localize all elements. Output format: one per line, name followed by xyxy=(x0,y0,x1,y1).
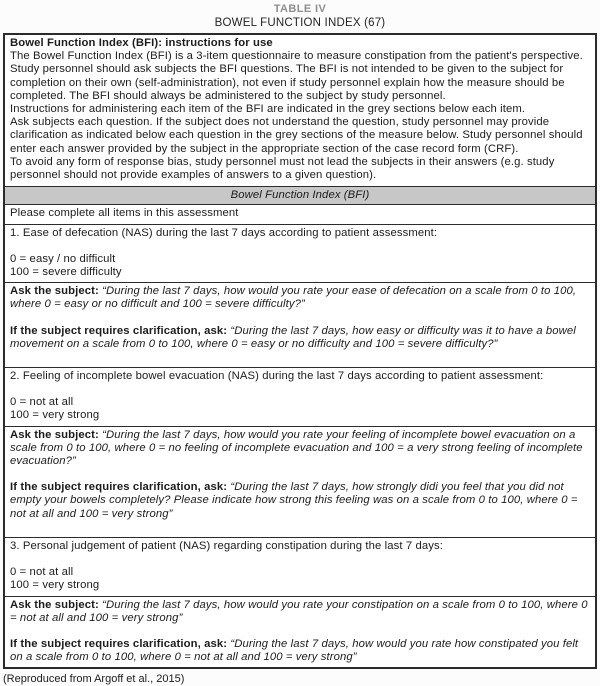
item2-question: 2. Feeling of incomplete bowel evacuation (NAS) during the last 7 days according to patient assessment: xyxy=(10,370,544,383)
item2-ask-cell xyxy=(5,426,595,537)
blank-line xyxy=(10,625,590,638)
item2-scale-high: 100 = very strong xyxy=(10,409,100,422)
instructions-heading: Bowel Function Index (BFI): instructions for use xyxy=(10,37,273,49)
item2-ask-quote: “During the last 7 days, how would you rate your feeling of incomplete bowel evacuation on a scale from 0 to 100, where 0 = no feeling of incomplete evacuation and 100 = a very strong feeling of incomplete evacuation?” xyxy=(10,428,583,468)
complete-note: Please complete all items in this assessment xyxy=(5,204,595,223)
blank-line xyxy=(10,240,590,253)
blank-line xyxy=(10,312,590,325)
item3-clarify-label: If the subject requires clarification, ask: xyxy=(10,637,228,650)
blank-line xyxy=(10,521,590,534)
item1-ask-label: Ask the subject: xyxy=(10,285,99,298)
bfi-table xyxy=(3,33,597,669)
item1-scale-low: 0 = easy / no difficult xyxy=(10,252,116,265)
item3-scale-high: 100 = very strong xyxy=(10,579,100,592)
source-note: (Reproduced from Argoff et al., 2015) xyxy=(3,673,185,686)
item2-ask-label: Ask the subject: xyxy=(10,428,99,441)
table-title: BOWEL FUNCTION INDEX (67) xyxy=(214,16,386,29)
item2-question-cell xyxy=(5,367,595,426)
item3-ask-paragraph xyxy=(10,599,590,625)
item2-clarify-quote: “During the last 7 days, how strongly didi you feel that you did not empty your bowels completely? Please indicate how strong this feeling was on a scale from 0 to 100, where 0 = not at all and 100 = very strong” xyxy=(10,481,578,520)
table-number: TABLE IV xyxy=(273,3,327,15)
item1-clarify-quote: “During the last 7 days, how easy or difficulty was it to have a bowel movement on a scale from 0 to 100, where 0 = easy or no difficulty and 100 = severe difficulty?” xyxy=(10,324,576,350)
item1-ask-quote: “During the last 7 days, how would you rate your ease of defecation on a scale from 0 to 100, where 0 = easy or no difficult and 100 = severe difficulty?” xyxy=(10,285,577,311)
item3-clarify-quote: “During the last 7 days, how would you rate how constipated you felt on a scale from 0 to 100, where 0 = not at all and 100 = very strong” xyxy=(10,637,579,664)
item2-scale-low: 0 = not at all xyxy=(10,396,74,409)
item3-scale-low: 0 = not at all xyxy=(10,566,74,579)
item3-question-cell xyxy=(5,537,595,596)
item2-ask-paragraph xyxy=(10,429,590,469)
item1-question: 1. Ease of defecation (NAS) during the last 7 days according to patient assessment: xyxy=(10,226,438,239)
instructions-paragraph-4: To avoid any form of response bias, study personnel must not lead the subjects in their answers (e.g. study personnel should not provide examples of answers to a given question). xyxy=(10,155,555,182)
blank-line xyxy=(10,383,590,396)
section-header: Bowel Function Index (BFI) xyxy=(5,186,595,204)
item1-question-cell xyxy=(5,224,595,283)
instructions-cell xyxy=(5,35,595,186)
item1-clarify-paragraph xyxy=(10,325,590,351)
instructions-paragraph-2: Instructions for administering each item of the BFI are indicated in the grey sections below each item. xyxy=(10,103,526,116)
item3-ask-cell xyxy=(5,596,595,668)
item3-ask-quote: “During the last 7 days, how would you rate your constipation on a scale from 0 to 100, where 0 = not at all and 100 = very strong” xyxy=(10,598,588,624)
item1-clarify-label: If the subject requires clarification, ask: xyxy=(10,324,228,337)
instructions-paragraph-3: Ask subjects each question. If the subject does not understand the question, study personnel may provide clarification as indicated below each question in the grey sections of the measure below. Study personnel should enter each answer provided by the subject in the appropriate section of the case record form (CRF). xyxy=(10,116,583,155)
item2-clarify-paragraph xyxy=(10,481,590,521)
item1-ask-paragraph xyxy=(10,285,590,311)
item2-clarify-label: If the subject requires clarification, ask: xyxy=(10,481,228,494)
item1-ask-cell xyxy=(5,282,595,367)
table-caption xyxy=(0,0,600,30)
blank-line xyxy=(10,351,590,364)
item3-clarify-paragraph xyxy=(10,638,590,664)
instructions-paragraph-1: The Bowel Function Index (BFI) is a 3-item questionnaire to measure constipation from the patient's perspective. Study personnel should ask subjects the BFI questions. The BFI is not intended to be given to the subject for completion on their own (self-administration), not even if study personnel explain how the measure should be completed. The BFI should always be administered to the subject by study personnel. xyxy=(10,50,583,102)
blank-line xyxy=(10,553,590,566)
item3-question: 3. Personal judgement of patient (NAS) regarding constipation during the last 7 days: xyxy=(10,539,444,552)
item3-ask-label: Ask the subject: xyxy=(10,598,99,611)
blank-line xyxy=(10,468,590,481)
item1-scale-high: 100 = severe difficulty xyxy=(10,266,122,279)
